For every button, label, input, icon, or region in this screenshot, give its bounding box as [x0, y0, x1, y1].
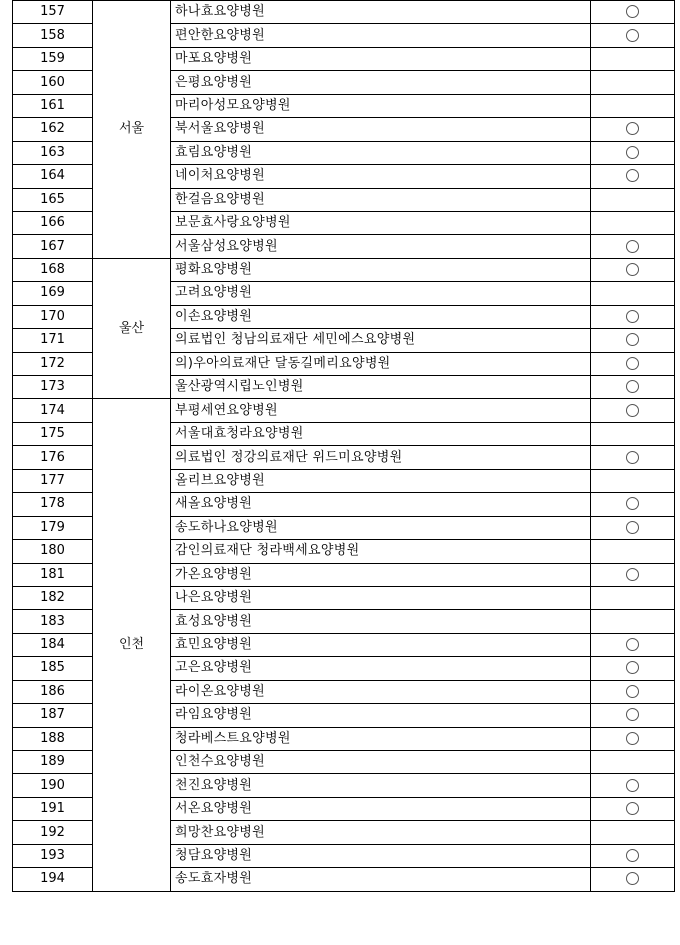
region-cell: 울산	[93, 258, 171, 399]
hospital-name: 송도하나요양병원	[171, 516, 591, 539]
row-number: 193	[13, 844, 93, 867]
designation-mark-cell	[591, 516, 675, 539]
hospital-table-body	[13, 1, 675, 892]
row-number: 185	[13, 657, 93, 680]
hospital-name: 희망찬요양병원	[171, 821, 591, 844]
designation-mark-cell	[591, 305, 675, 328]
row-number: 161	[13, 94, 93, 117]
row-number: 177	[13, 469, 93, 492]
designation-mark-cell	[591, 376, 675, 399]
hospital-name: 이손요양병원	[171, 305, 591, 328]
circle-mark-icon	[626, 404, 639, 417]
hospital-name: 라임요양병원	[171, 704, 591, 727]
designation-mark-cell	[591, 282, 675, 305]
circle-mark-icon	[626, 638, 639, 651]
hospital-name: 의료법인 청남의료재단 세민에스요양병원	[171, 329, 591, 352]
hospital-name: 마포요양병원	[171, 47, 591, 70]
designation-mark-cell	[591, 94, 675, 117]
circle-mark-icon	[626, 849, 639, 862]
hospital-name: 북서울요양병원	[171, 118, 591, 141]
designation-mark-cell	[591, 657, 675, 680]
row-number: 190	[13, 774, 93, 797]
designation-mark-cell	[591, 399, 675, 422]
designation-mark-cell	[591, 774, 675, 797]
row-number: 191	[13, 797, 93, 820]
hospital-name: 청라베스트요양병원	[171, 727, 591, 750]
hospital-name: 하나효요양병원	[171, 1, 591, 24]
circle-mark-icon	[626, 497, 639, 510]
circle-mark-icon	[626, 240, 639, 253]
row-number: 165	[13, 188, 93, 211]
designation-mark-cell	[591, 868, 675, 891]
hospital-name: 송도효자병원	[171, 868, 591, 891]
designation-mark-cell	[591, 211, 675, 234]
hospital-table	[12, 0, 675, 892]
row-number: 164	[13, 165, 93, 188]
designation-mark-cell	[591, 751, 675, 774]
row-number: 168	[13, 258, 93, 281]
designation-mark-cell	[591, 71, 675, 94]
designation-mark-cell	[591, 47, 675, 70]
designation-mark-cell	[591, 446, 675, 469]
hospital-name: 부평세연요양병원	[171, 399, 591, 422]
row-number: 160	[13, 71, 93, 94]
row-number: 179	[13, 516, 93, 539]
row-number: 176	[13, 446, 93, 469]
designation-mark-cell	[591, 704, 675, 727]
designation-mark-cell	[591, 844, 675, 867]
circle-mark-icon	[626, 263, 639, 276]
row-number: 187	[13, 704, 93, 727]
hospital-name: 인천수요양병원	[171, 751, 591, 774]
row-number: 188	[13, 727, 93, 750]
designation-mark-cell	[591, 165, 675, 188]
hospital-name: 고은요양병원	[171, 657, 591, 680]
hospital-name: 천진요양병원	[171, 774, 591, 797]
circle-mark-icon	[626, 802, 639, 815]
circle-mark-icon	[626, 333, 639, 346]
hospital-name: 서울대효청라요양병원	[171, 422, 591, 445]
designation-mark-cell	[591, 235, 675, 258]
hospital-name: 울산광역시립노인병원	[171, 376, 591, 399]
hospital-name: 효성요양병원	[171, 610, 591, 633]
hospital-name: 감인의료재단 청라백세요양병원	[171, 540, 591, 563]
row-number: 174	[13, 399, 93, 422]
designation-mark-cell	[591, 633, 675, 656]
designation-mark-cell	[591, 586, 675, 609]
hospital-name: 가온요양병원	[171, 563, 591, 586]
row-number: 170	[13, 305, 93, 328]
table-row	[13, 1, 675, 24]
row-number: 166	[13, 211, 93, 234]
table-row	[13, 258, 675, 281]
hospital-name: 서울삼성요양병원	[171, 235, 591, 258]
hospital-name: 네이처요양병원	[171, 165, 591, 188]
row-number: 172	[13, 352, 93, 375]
circle-mark-icon	[626, 661, 639, 674]
circle-mark-icon	[626, 872, 639, 885]
row-number: 181	[13, 563, 93, 586]
circle-mark-icon	[626, 568, 639, 581]
hospital-name: 효민요양병원	[171, 633, 591, 656]
circle-mark-icon	[626, 310, 639, 323]
hospital-name: 보문효사랑요양병원	[171, 211, 591, 234]
designation-mark-cell	[591, 24, 675, 47]
hospital-name: 한걸음요양병원	[171, 188, 591, 211]
hospital-name: 은평요양병원	[171, 71, 591, 94]
circle-mark-icon	[626, 29, 639, 42]
row-number: 167	[13, 235, 93, 258]
table-row	[13, 399, 675, 422]
designation-mark-cell	[591, 493, 675, 516]
row-number: 182	[13, 586, 93, 609]
hospital-name: 의료법인 정강의료재단 위드미요양병원	[171, 446, 591, 469]
designation-mark-cell	[591, 797, 675, 820]
row-number: 192	[13, 821, 93, 844]
row-number: 186	[13, 680, 93, 703]
designation-mark-cell	[591, 352, 675, 375]
designation-mark-cell	[591, 188, 675, 211]
designation-mark-cell	[591, 141, 675, 164]
designation-mark-cell	[591, 329, 675, 352]
row-number: 162	[13, 118, 93, 141]
circle-mark-icon	[626, 146, 639, 159]
circle-mark-icon	[626, 122, 639, 135]
circle-mark-icon	[626, 708, 639, 721]
hospital-name: 편안한요양병원	[171, 24, 591, 47]
hospital-name: 의)우아의료재단 달동길메리요양병원	[171, 352, 591, 375]
hospital-name: 새올요양병원	[171, 493, 591, 516]
designation-mark-cell	[591, 1, 675, 24]
row-number: 189	[13, 751, 93, 774]
row-number: 163	[13, 141, 93, 164]
circle-mark-icon	[626, 732, 639, 745]
designation-mark-cell	[591, 727, 675, 750]
circle-mark-icon	[626, 779, 639, 792]
hospital-name: 올리브요양병원	[171, 469, 591, 492]
region-cell: 서울	[93, 1, 171, 259]
circle-mark-icon	[626, 5, 639, 18]
hospital-name: 효림요양병원	[171, 141, 591, 164]
row-number: 158	[13, 24, 93, 47]
row-number: 175	[13, 422, 93, 445]
row-number: 178	[13, 493, 93, 516]
circle-mark-icon	[626, 357, 639, 370]
hospital-name: 고려요양병원	[171, 282, 591, 305]
hospital-name: 마리아성모요양병원	[171, 94, 591, 117]
hospital-name: 서온요양병원	[171, 797, 591, 820]
circle-mark-icon	[626, 685, 639, 698]
row-number: 169	[13, 282, 93, 305]
row-number: 173	[13, 376, 93, 399]
designation-mark-cell	[591, 610, 675, 633]
row-number: 183	[13, 610, 93, 633]
row-number: 157	[13, 1, 93, 24]
row-number: 184	[13, 633, 93, 656]
designation-mark-cell	[591, 422, 675, 445]
hospital-name: 평화요양병원	[171, 258, 591, 281]
designation-mark-cell	[591, 680, 675, 703]
circle-mark-icon	[626, 451, 639, 464]
row-number: 159	[13, 47, 93, 70]
circle-mark-icon	[626, 169, 639, 182]
region-cell: 인천	[93, 399, 171, 891]
designation-mark-cell	[591, 540, 675, 563]
hospital-name: 나은요양병원	[171, 586, 591, 609]
row-number: 180	[13, 540, 93, 563]
designation-mark-cell	[591, 469, 675, 492]
hospital-name: 라이온요양병원	[171, 680, 591, 703]
hospital-name: 청담요양병원	[171, 844, 591, 867]
designation-mark-cell	[591, 258, 675, 281]
row-number: 194	[13, 868, 93, 891]
circle-mark-icon	[626, 380, 639, 393]
designation-mark-cell	[591, 821, 675, 844]
designation-mark-cell	[591, 118, 675, 141]
row-number: 171	[13, 329, 93, 352]
designation-mark-cell	[591, 563, 675, 586]
circle-mark-icon	[626, 521, 639, 534]
